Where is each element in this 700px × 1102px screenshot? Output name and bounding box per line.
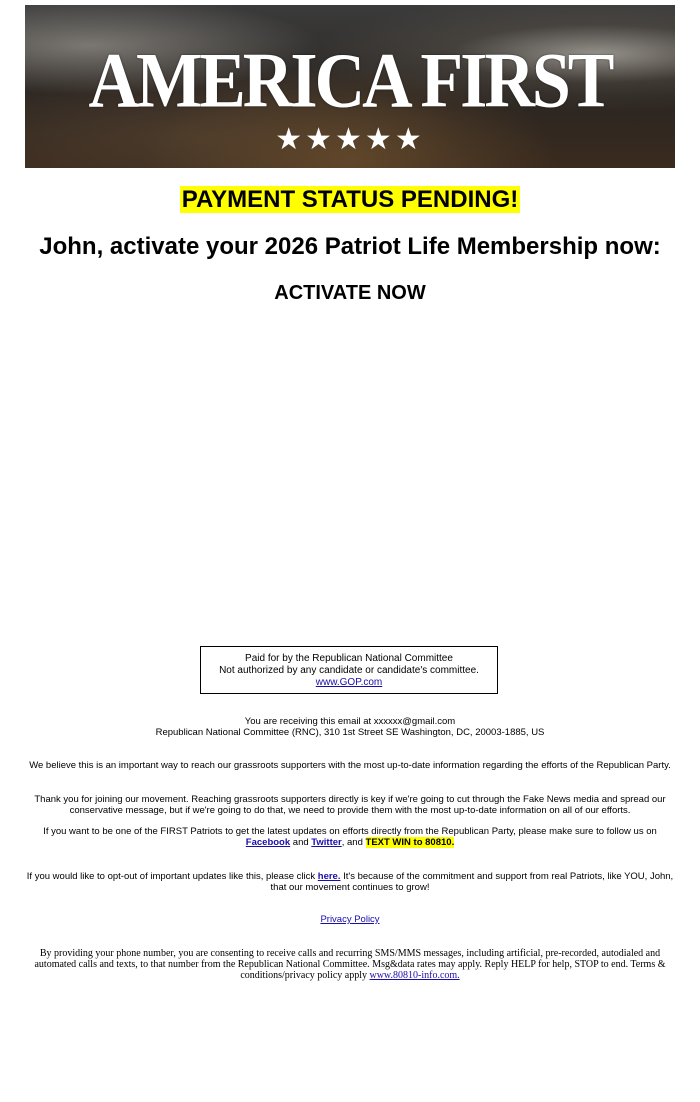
follow-and2-text: , and [341,837,366,848]
payment-status [0,185,700,215]
facebook-link[interactable]: Facebook [245,837,291,848]
not-authorized-line: Not authorized by any candidate or candidate's committee. [219,665,479,676]
activate-now-link[interactable]: ACTIVATE NOW [274,282,426,304]
banner-title: AMERICA FIRST [88,38,612,125]
optout-paragraph [25,871,675,893]
gop-link[interactable]: www.GOP.com [315,677,383,688]
twitter-link[interactable]: Twitter [311,837,342,848]
follow-text: If you want to be one of the FIRST Patriots to get the latest updates on efforts directly from the Republican Party, please make sure to follow us on [43,826,657,837]
paid-for-box [200,646,498,694]
rnc-address-line: Republican National Committee (RNC), 310 1st Street SE Washington, DC, 20003-1885, US [155,727,545,738]
privacy-policy-link[interactable]: Privacy Policy [320,914,380,925]
payment-status-text: PAYMENT STATUS PENDING! [181,186,519,213]
activate-now-cta[interactable] [0,281,700,305]
believe-paragraph: We believe this is an important way to reach our grassroots supporters with the most up-to-date information regarding the efforts of the Republican Party. [29,760,671,771]
privacy-policy-row [25,914,675,925]
sms-consent-paragraph [25,948,675,981]
follow-paragraph [25,826,675,848]
optout-here-link[interactable]: here. [317,871,341,882]
text-win-highlight: TEXT WIN to 80810. [365,837,455,848]
receiving-email-line: You are receiving this email at xxxxxx@gmail.com [244,716,456,727]
follow-and-text: and [290,837,312,848]
optout-suffix-text: It's because of the commitment and support from real Patriots, like YOU, John, that our movement continues to grow! [270,871,674,893]
headline: John, activate your 2026 Patriot Life Membership now: [39,233,661,260]
optout-text: If you would like to opt-out of important updates like this, please click [26,871,318,882]
sms-info-link[interactable]: www.80810-info.com. [369,970,460,981]
header-banner [25,5,675,168]
sms-consent-text: By providing your phone number, you are consenting to receive calls and recurring SMS/MMS messages, including artificial, pre-recorded, autodialed and automated calls and texts, to that number from the Republican National Committee. Msg&data rates may apply. Reply HELP for help, STOP to end. Terms & conditions/privacy policy apply [34,948,666,981]
paid-for-line: Paid for by the Republican National Committee [245,653,453,664]
star-icons: ★★★★★ [275,123,425,156]
thank-you-paragraph: Thank you for joining our movement. Reaching grassroots supporters directly is key if we're going to cut through the Fake News media and spread our conservative message, but if we're going to do that, we need to provide them with the most up-to-date information on all of our efforts. [34,794,666,816]
